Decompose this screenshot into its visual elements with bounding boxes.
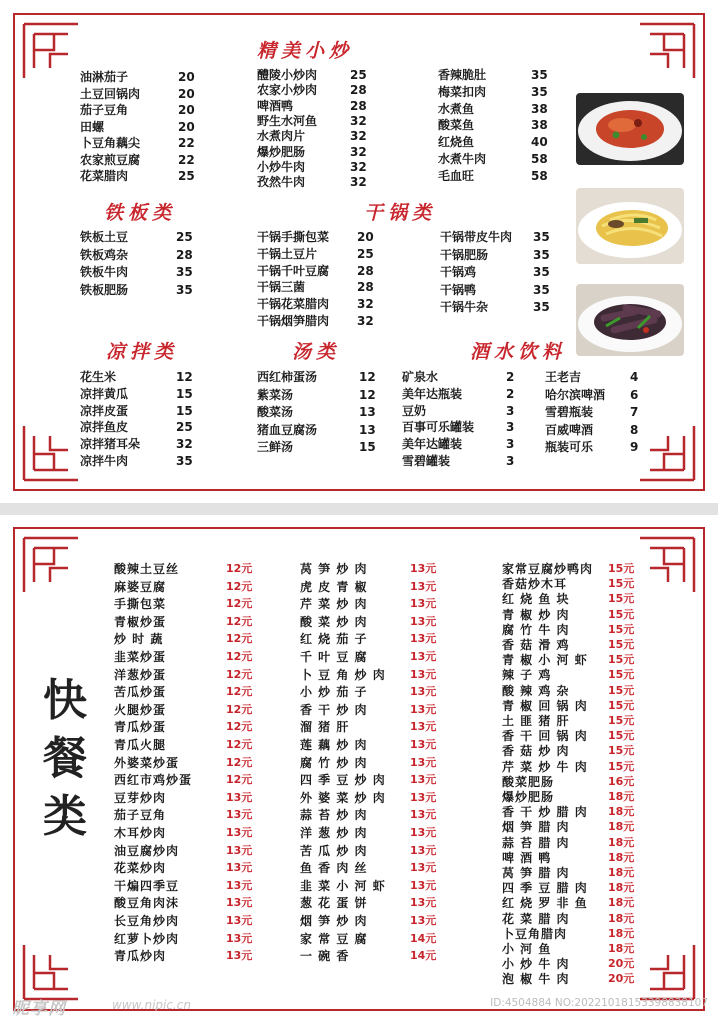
menu-item-name: 百威啤酒 — [545, 422, 594, 437]
menu-item-name: 四 季 豆 腊 肉 — [502, 881, 588, 896]
menu-item-price: 12元 — [226, 579, 253, 593]
menu-item-name: 炒 时 蔬 — [114, 632, 164, 647]
fast-food-title-char: 类 — [43, 791, 87, 842]
menu-item-price: 32 — [350, 159, 367, 174]
menu-item-price: 12元 — [226, 755, 253, 769]
menu-item-name: 韭菜炒蛋 — [114, 650, 167, 664]
menu-item-price: 32 — [357, 314, 374, 328]
menu-item-name: 凉拌猪耳朵 — [80, 437, 141, 452]
menu-item-price: 15元 — [608, 592, 635, 606]
menu-item-name: 矿泉水 — [402, 370, 439, 384]
menu-item-price: 15元 — [608, 607, 635, 621]
menu-item-name: 香 干 炒 肉 — [300, 702, 368, 717]
watermark-id: ID:4504884 NO:20221018153398838107 — [490, 997, 708, 1009]
menu-item-price: 35 — [533, 247, 550, 262]
menu-item-price: 13元 — [226, 826, 253, 839]
menu-item-price: 12元 — [226, 650, 253, 663]
menu-item-name: 猪血豆腐汤 — [257, 422, 318, 437]
menu-item-price: 28 — [357, 263, 374, 278]
menu-item-price: 13元 — [410, 650, 437, 663]
menu-item-name: 蒜 苔 腊 肉 — [502, 835, 570, 850]
menu-item-price: 15元 — [608, 683, 635, 697]
menu-item-price: 12元 — [226, 702, 253, 716]
menu-item-price: 13元 — [410, 914, 437, 927]
menu-item-price: 20 — [178, 86, 195, 101]
menu-item-name: 红烧鱼 — [438, 135, 475, 150]
menu-item-price: 13元 — [410, 562, 437, 575]
menu-item-name: 手撕包菜 — [114, 597, 167, 612]
menu-item-price: 18元 — [608, 896, 635, 910]
menu-item-name: 青 椒 小 河 虾 — [502, 653, 588, 668]
menu-item-price: 15 — [359, 440, 376, 454]
menu-item-price: 38 — [531, 101, 548, 116]
menu-item-price: 18元 — [608, 911, 635, 925]
menu-item-name: 雪碧瓶装 — [545, 405, 594, 419]
menu-item-name: 花生米 — [80, 370, 117, 384]
menu-item-price: 18元 — [608, 790, 635, 803]
menu-item-name: 毛血旺 — [438, 168, 475, 183]
menu-item-price: 15元 — [608, 729, 635, 743]
menu-item-name: 洋 葱 炒 肉 — [300, 826, 368, 840]
menu-item-price: 15 — [176, 386, 193, 401]
menu-item-price: 25 — [357, 246, 374, 261]
menu-item-name: 西红柿蛋汤 — [257, 370, 318, 384]
menu-item-price: 3 — [506, 454, 515, 468]
menu-item-name: 虎 皮 青 椒 — [300, 579, 368, 594]
menu-item-price: 13元 — [410, 773, 437, 787]
menu-item-name: 千 叶 豆 腐 — [300, 650, 368, 664]
menu-item-name: 长豆角炒肉 — [114, 914, 180, 928]
menu-item-price: 35 — [533, 300, 550, 314]
menu-item-price: 25 — [176, 420, 193, 435]
menu-item-name: 干锅牛杂 — [440, 300, 489, 314]
dish-photo-eggplant — [576, 284, 684, 356]
menu-item-price: 13元 — [226, 790, 253, 804]
menu-item-name: 卜豆角腊肉 — [502, 926, 568, 941]
fast-food-title — [30, 672, 100, 846]
corner-ornament-icon — [20, 20, 82, 82]
section-title-jiushui: 酒水饮料 — [470, 341, 567, 363]
menu-item-price: 13元 — [410, 685, 437, 699]
menu-item-name: 洋葱炒蛋 — [114, 667, 167, 682]
menu-item-name: 干锅三菌 — [257, 280, 306, 295]
menu-item-price: 14元 — [410, 949, 437, 963]
menu-item-name: 苦 瓜 炒 肉 — [300, 843, 368, 858]
menu-item-name: 干锅花菜腊肉 — [257, 297, 330, 312]
menu-item-price: 13 — [359, 405, 376, 419]
menu-item-name: 烟 笋 炒 肉 — [300, 914, 368, 928]
menu-item-name: 卜豆角藕尖 — [80, 136, 141, 150]
menu-item-price: 32 — [350, 175, 367, 190]
menu-item-name: 茄子豆角 — [80, 103, 129, 117]
menu-item-price: 25 — [350, 68, 367, 82]
menu-item-name: 香 菇 滑 鸡 — [502, 638, 570, 652]
menu-item-name: 莴 笋 腊 肉 — [502, 866, 570, 880]
menu-item-name: 小炒牛肉 — [257, 159, 306, 174]
menu-item-name: 四 季 豆 炒 肉 — [300, 773, 386, 788]
menu-item-name: 爆炒肥肠 — [502, 790, 555, 804]
menu-item-name: 干锅土豆片 — [257, 246, 318, 261]
menu-item-name: 水煮肉片 — [257, 129, 306, 144]
menu-item-price: 12元 — [226, 667, 253, 681]
menu-item-name: 铁板鸡杂 — [80, 247, 129, 262]
menu-item-price: 35 — [533, 282, 550, 297]
menu-item-price: 14元 — [410, 931, 437, 945]
menu-item-name: 酸 菜 炒 肉 — [300, 614, 368, 629]
menu-item-name: 花 菜 腊 肉 — [502, 911, 570, 926]
menu-item-price: 15元 — [608, 622, 635, 636]
menu-item-price: 13元 — [410, 579, 437, 593]
menu-item-price: 20元 — [608, 957, 635, 971]
menu-item-price: 15元 — [608, 653, 635, 667]
menu-item-price: 13元 — [410, 808, 437, 822]
menu-item-price: 20元 — [608, 972, 635, 986]
menu-item-price: 35 — [533, 230, 550, 244]
menu-item-price: 13元 — [410, 896, 437, 910]
menu-item-price: 25 — [176, 230, 193, 244]
menu-item-name: 美年达瓶装 — [402, 386, 463, 401]
menu-item-name: 溜 猪 肝 — [300, 720, 350, 735]
menu-item-price: 13元 — [410, 720, 437, 734]
menu-item-name: 干锅烟笋腊肉 — [257, 314, 330, 328]
menu-item-price: 58 — [531, 168, 548, 183]
menu-item-name: 青 椒 炒 肉 — [502, 607, 570, 622]
menu-item-price: 13元 — [410, 702, 437, 716]
menu-item-price: 13 — [359, 422, 376, 437]
menu-item-price: 2 — [506, 370, 515, 384]
menu-item-price: 12元 — [226, 597, 253, 611]
menu-item-name: 农家小炒肉 — [257, 83, 318, 98]
menu-item-price: 58 — [531, 152, 548, 166]
menu-item-name: 瓶装可乐 — [545, 440, 594, 454]
menu-item-name: 泡 椒 牛 肉 — [502, 972, 570, 987]
menu-item-price: 32 — [176, 437, 193, 452]
menu-item-price: 9 — [630, 440, 639, 454]
menu-item-price: 12 — [176, 370, 193, 384]
menu-item-name: 苦瓜炒蛋 — [114, 685, 167, 700]
menu-item-name: 香 干 炒 腊 肉 — [502, 805, 588, 820]
menu-item-name: 哈尔滨啤酒 — [545, 387, 606, 402]
corner-ornament-icon — [636, 20, 698, 82]
menu-item-price: 38 — [531, 118, 548, 133]
menu-item-name: 青瓜炒蛋 — [114, 720, 167, 735]
menu-item-price: 13元 — [226, 949, 253, 963]
menu-item-price: 15元 — [608, 714, 635, 727]
menu-item-name: 三鲜汤 — [257, 440, 294, 454]
menu-item-name: 卜 豆 角 炒 肉 — [300, 667, 386, 682]
menu-item-name: 蒜 苔 炒 肉 — [300, 808, 368, 823]
section-title-tang: 汤类 — [292, 341, 341, 363]
menu-item-price: 15 — [176, 403, 193, 418]
menu-item-name: 土 匪 猪 肝 — [502, 714, 570, 728]
menu-item-name: 青 椒 回 锅 肉 — [502, 698, 588, 713]
menu-item-price: 18元 — [608, 942, 635, 955]
menu-item-price: 13元 — [410, 667, 437, 681]
watermark-url: www.nipic.cn — [112, 998, 191, 1012]
menu-item-price: 16元 — [608, 774, 635, 788]
menu-item-name: 莲 藕 炒 肉 — [300, 738, 368, 752]
menu-item-price: 32 — [357, 297, 374, 312]
menu-item-price: 3 — [506, 437, 515, 452]
menu-item-price: 32 — [350, 129, 367, 144]
menu-item-name: 油豆腐炒肉 — [114, 843, 180, 858]
menu-item-name: 小 炒 茄 子 — [300, 685, 368, 700]
menu-item-price: 32 — [350, 144, 367, 159]
menu-item-name: 铁板牛肉 — [80, 265, 129, 279]
corner-ornament-icon — [20, 534, 82, 596]
menu-item-price: 12 — [359, 370, 376, 384]
menu-item-name: 腐 竹 炒 肉 — [300, 755, 368, 770]
top-menu-panel — [0, 0, 718, 503]
menu-item-name: 百事可乐罐装 — [402, 420, 475, 435]
fast-food-title-char: 餐 — [43, 733, 87, 784]
menu-item-name: 土豆回锅肉 — [80, 86, 141, 101]
menu-item-name: 青椒炒蛋 — [114, 614, 167, 629]
menu-item-name: 香 菇 炒 肉 — [502, 744, 570, 759]
section-title-jingmei: 精美小炒 — [257, 40, 354, 62]
menu-item-name: 水煮牛肉 — [438, 152, 487, 166]
menu-item-price: 13元 — [226, 843, 253, 857]
menu-item-name: 葱 花 蛋 饼 — [300, 896, 368, 911]
menu-item-name: 香 干 回 锅 肉 — [502, 729, 588, 744]
menu-item-name: 酸菜汤 — [257, 405, 294, 419]
menu-item-price: 3 — [506, 403, 515, 418]
menu-item-price: 13元 — [226, 931, 253, 945]
menu-item-name: 雪碧罐装 — [402, 454, 451, 468]
menu-item-price: 12元 — [226, 632, 253, 646]
menu-item-name: 小 炒 牛 肉 — [502, 957, 570, 972]
menu-item-name: 韭 菜 小 河 虾 — [300, 878, 386, 893]
menu-item-price: 18元 — [608, 805, 635, 819]
menu-item-name: 干锅鸭 — [440, 282, 477, 297]
menu-item-price: 15元 — [608, 744, 635, 758]
menu-item-name: 西红市鸡炒蛋 — [114, 773, 193, 788]
menu-item-price: 2 — [506, 386, 515, 401]
menu-item-name: 红 烧 罗 非 鱼 — [502, 896, 588, 911]
corner-ornament-icon — [20, 422, 82, 484]
menu-item-price: 28 — [350, 83, 367, 98]
menu-item-name: 酸菜肥肠 — [502, 774, 555, 789]
dish-photo-noodles — [576, 188, 684, 264]
menu-item-price: 35 — [531, 84, 548, 99]
menu-item-name: 香菇炒木耳 — [502, 577, 568, 592]
menu-item-price: 8 — [630, 422, 639, 437]
menu-item-price: 20 — [357, 230, 374, 244]
watermark-logo: 昵享网 — [12, 999, 66, 1019]
menu-item-price: 13元 — [410, 738, 437, 751]
menu-item-price: 28 — [350, 98, 367, 113]
menu-item-price: 20 — [178, 70, 195, 84]
menu-item-name: 鱼 香 肉 丝 — [300, 861, 368, 876]
menu-item-name: 醴陵小炒肉 — [257, 68, 318, 82]
fast-food-title-char: 快 — [43, 675, 87, 726]
menu-item-price: 40 — [531, 135, 548, 150]
menu-item-name: 爆炒肥肠 — [257, 144, 306, 159]
menu-item-price: 18元 — [608, 850, 635, 864]
menu-item-name: 红 烧 鱼 块 — [502, 592, 570, 607]
menu-item-price: 22 — [178, 152, 195, 167]
menu-item-name: 野生水河鱼 — [257, 113, 318, 128]
menu-item-price: 20 — [178, 119, 195, 134]
menu-item-name: 铁板肥肠 — [80, 282, 129, 297]
menu-item-name: 芹 菜 炒 牛 肉 — [502, 759, 588, 774]
menu-item-name: 干锅手撕包菜 — [257, 230, 330, 244]
menu-item-name: 外 婆 菜 炒 肉 — [300, 790, 386, 805]
menu-item-price: 13元 — [410, 632, 437, 646]
section-title-tieban: 铁板类 — [104, 202, 177, 224]
corner-ornament-icon — [636, 422, 698, 484]
menu-item-name: 腐 竹 牛 肉 — [502, 622, 570, 637]
menu-item-name: 木耳炒肉 — [114, 826, 167, 840]
menu-item-price: 25 — [178, 169, 195, 183]
menu-item-name: 青瓜炒肉 — [114, 949, 167, 964]
menu-item-price: 15元 — [608, 698, 635, 712]
menu-item-price: 20 — [178, 103, 195, 117]
menu-item-name: 啤酒鸭 — [257, 98, 294, 113]
menu-item-name: 干锅带皮牛肉 — [440, 230, 513, 244]
section-title-ganguo: 干锅类 — [364, 202, 437, 224]
menu-item-name: 莴 笋 炒 肉 — [300, 562, 368, 576]
menu-item-price: 18元 — [608, 926, 635, 940]
menu-item-name: 青瓜火腿 — [114, 738, 167, 752]
corner-ornament-icon — [636, 534, 698, 596]
menu-item-price: 13元 — [226, 808, 253, 822]
menu-item-name: 花菜炒肉 — [114, 861, 167, 876]
menu-item-price: 32 — [350, 113, 367, 128]
menu-item-name: 孜然牛肉 — [257, 175, 306, 190]
menu-item-name: 一 碗 香 — [300, 949, 350, 964]
menu-item-name: 酸菜鱼 — [438, 118, 475, 133]
menu-item-price: 12元 — [226, 773, 253, 787]
menu-item-price: 15元 — [608, 562, 635, 575]
menu-item-price: 13元 — [226, 896, 253, 910]
menu-item-name: 凉拌皮蛋 — [80, 403, 129, 418]
menu-item-name: 美年达罐装 — [402, 437, 463, 452]
menu-item-price: 35 — [176, 454, 193, 468]
menu-item-price: 28 — [176, 247, 193, 262]
menu-item-price: 18元 — [608, 881, 635, 895]
menu-item-name: 麻婆豆腐 — [114, 579, 167, 594]
menu-item-price: 35 — [531, 68, 548, 82]
menu-item-name: 家 常 豆 腐 — [300, 931, 368, 946]
menu-item-price: 13元 — [410, 597, 437, 611]
menu-item-price: 18元 — [608, 866, 635, 879]
menu-item-name: 王老吉 — [545, 370, 582, 384]
menu-item-name: 干锅千叶豆腐 — [257, 263, 330, 278]
menu-item-price: 13元 — [410, 861, 437, 875]
menu-item-price: 12元 — [226, 562, 253, 575]
menu-item-name: 啤 酒 鸭 — [502, 850, 552, 865]
corner-ornament-icon — [636, 941, 698, 1003]
menu-item-price: 15元 — [608, 577, 635, 591]
menu-item-name: 花菜腊肉 — [80, 169, 129, 183]
dish-photo-stirfry — [576, 93, 684, 165]
menu-item-name: 干锅肥肠 — [440, 247, 489, 262]
menu-item-name: 凉拌黄瓜 — [80, 386, 129, 401]
menu-item-name: 凉拌牛肉 — [80, 454, 129, 468]
menu-item-name: 酸辣土豆丝 — [114, 562, 180, 576]
menu-item-price: 12元 — [226, 720, 253, 734]
menu-item-name: 油淋茄子 — [80, 70, 129, 84]
menu-item-price: 22 — [178, 136, 195, 150]
menu-item-price: 35 — [533, 265, 550, 279]
menu-item-price: 13元 — [410, 614, 437, 628]
menu-item-name: 红萝卜炒肉 — [114, 931, 180, 946]
menu-item-name: 干煸四季豆 — [114, 878, 180, 893]
menu-item-name: 火腿炒蛋 — [114, 702, 167, 717]
menu-item-name: 田螺 — [80, 119, 105, 134]
menu-item-name: 酸 辣 鸡 杂 — [502, 683, 570, 698]
menu-item-price: 35 — [176, 282, 193, 297]
menu-item-name: 红 烧 茄 子 — [300, 632, 368, 647]
menu-item-name: 芹 菜 炒 肉 — [300, 597, 368, 612]
panel-divider — [0, 503, 718, 515]
menu-item-price: 13元 — [410, 826, 437, 839]
menu-item-name: 凉拌鱼皮 — [80, 420, 129, 435]
menu-item-name: 干锅鸡 — [440, 265, 477, 279]
menu-item-price: 12元 — [226, 614, 253, 628]
menu-item-name: 豆奶 — [402, 403, 427, 418]
menu-item-price: 15元 — [608, 668, 635, 682]
menu-item-name: 香辣脆肚 — [438, 68, 487, 82]
menu-item-name: 水煮鱼 — [438, 101, 475, 116]
menu-item-price: 12 — [359, 387, 376, 402]
menu-item-price: 18元 — [608, 820, 635, 834]
menu-item-price: 15元 — [608, 759, 635, 773]
menu-item-price: 3 — [506, 420, 515, 435]
menu-item-price: 18元 — [608, 835, 635, 849]
menu-item-name: 豆芽炒肉 — [114, 790, 167, 805]
menu-item-name: 茄子豆角 — [114, 808, 167, 823]
menu-item-price: 13元 — [410, 843, 437, 857]
menu-item-price: 13元 — [226, 861, 253, 875]
menu-item-price: 12元 — [226, 685, 253, 699]
menu-item-name: 梅菜扣肉 — [438, 84, 487, 99]
menu-item-price: 4 — [630, 370, 639, 384]
menu-item-price: 13元 — [226, 878, 253, 892]
menu-item-name: 紫菜汤 — [257, 387, 294, 402]
menu-item-price: 13元 — [410, 755, 437, 769]
section-title-liangban: 凉拌类 — [106, 341, 179, 363]
menu-item-name: 酸豆角肉沫 — [114, 896, 180, 911]
menu-item-name: 辣 子 鸡 — [502, 668, 552, 683]
menu-item-name: 小 河 鱼 — [502, 942, 552, 956]
menu-item-price: 12元 — [226, 738, 253, 751]
menu-item-price: 28 — [357, 280, 374, 295]
menu-item-name: 农家煎豆腐 — [80, 152, 141, 167]
menu-item-price: 6 — [630, 387, 639, 402]
menu-item-price: 13元 — [226, 914, 253, 927]
menu-item-price: 13元 — [410, 790, 437, 804]
menu-item-price: 13元 — [410, 878, 437, 892]
menu-item-name: 铁板土豆 — [80, 230, 129, 244]
menu-item-price: 7 — [630, 405, 639, 419]
menu-item-price: 35 — [176, 265, 193, 279]
menu-item-name: 外婆菜炒蛋 — [114, 755, 180, 770]
menu-item-name: 家常豆腐炒鸭肉 — [502, 562, 594, 576]
menu-item-price: 15元 — [608, 638, 635, 651]
menu-item-name: 烟 笋 腊 肉 — [502, 820, 570, 835]
